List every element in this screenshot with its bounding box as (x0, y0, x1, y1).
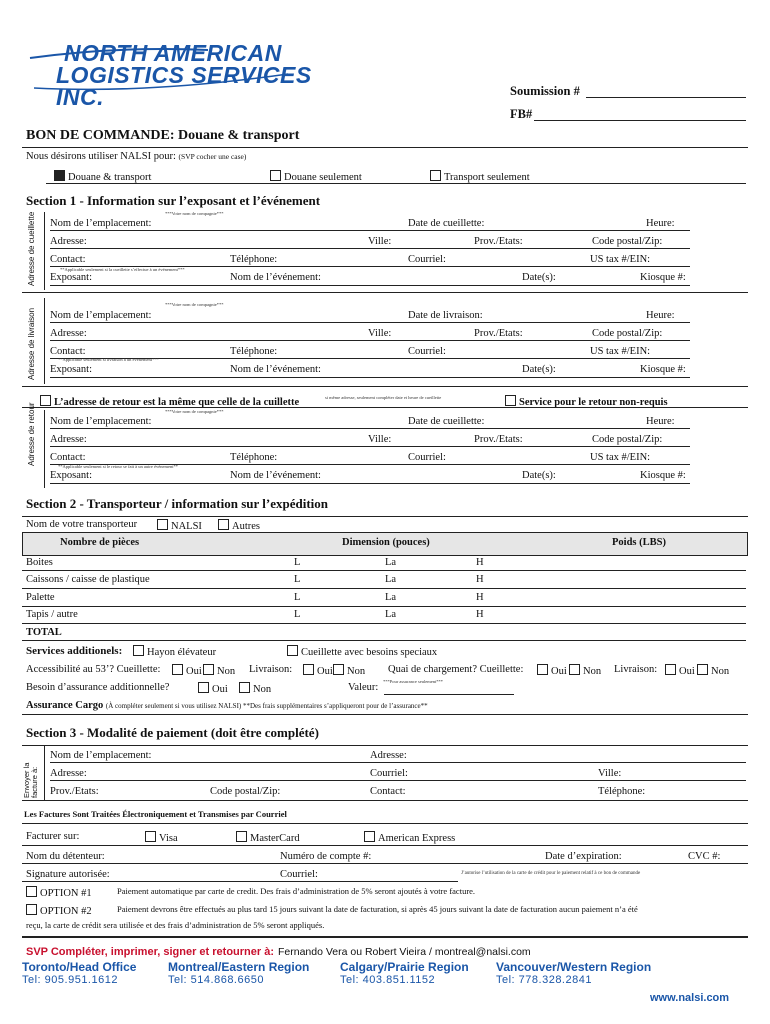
section3-title: Section 3 - Modalité de paiement (doit être complété) (26, 725, 319, 740)
insurance-cargo: Assurance Cargo (À compléter seulement si vous utilisez NALSI) **Des frais supplémentaires s’appliqueront pour de l’assurance** (26, 700, 428, 711)
checkbox-icon[interactable] (569, 664, 580, 675)
additional-services-label: Services additionels: (26, 645, 123, 657)
expiry-label: Date d’expiration: (545, 851, 622, 862)
time-label: Heure: (646, 310, 675, 321)
office-city: Montreal/Eastern Region (168, 960, 310, 974)
input-line[interactable] (22, 863, 748, 864)
bill-province-label: Prov./Etats: (50, 786, 99, 797)
carrier-label: Nom de votre transporteur (26, 519, 138, 530)
event-name-label: Nom de l’événement: (230, 272, 321, 283)
col-dimension: Dimension (pouces) (342, 537, 430, 548)
note-company: ***Votre nom de compagnie*** (165, 302, 224, 307)
office-city: Vancouver/Western Region (496, 960, 652, 974)
dim-h: H (476, 609, 484, 620)
dock-pickup-yes[interactable]: Oui (537, 664, 567, 677)
page-title: BON DE COMMANDE: Douane & transport (26, 128, 300, 143)
office-vancouver (496, 960, 651, 986)
dim-l: L (294, 574, 301, 585)
city-label: Ville: (368, 434, 392, 445)
input-line[interactable] (50, 340, 690, 341)
return-not-required-checkbox[interactable]: Service pour le retour non-requis (505, 395, 668, 408)
exhibitor-label: Exposant: (50, 364, 92, 375)
office-montreal (168, 960, 309, 986)
taxid-label: US tax #/EIN: (590, 346, 651, 357)
dim-la: La (385, 592, 397, 603)
insurance-small-note: ***Pour assurance seulement*** (383, 679, 443, 684)
dim-l: L (294, 592, 301, 603)
liftgate-checkbox[interactable]: Hayon élévateur (133, 645, 216, 658)
mastercard-checkbox[interactable]: MasterCard (236, 831, 300, 844)
phone-label: Téléphone: (230, 254, 278, 265)
event-name-label: Nom de l’événement: (230, 364, 321, 375)
divider (22, 845, 748, 846)
dim-h: H (476, 592, 484, 603)
checkbox-icon[interactable] (236, 831, 247, 842)
divider (22, 407, 748, 408)
col-pieces: Nombre de pièces (60, 537, 140, 548)
table-row-label: Caissons / caisse de plastique (26, 574, 150, 585)
bill-city-label: Ville: (598, 768, 622, 779)
email-label: Courriel: (408, 254, 446, 265)
bill-location-label: Nom de l’emplacement: (50, 750, 152, 761)
carrier-other-checkbox[interactable]: Autres (218, 519, 260, 532)
input-line[interactable] (50, 322, 690, 323)
option1-text: Paiement automatique par carte de credit. Des frais d’administration de 5% seront ajoutés à votre facture. (117, 886, 476, 896)
divider (22, 745, 748, 746)
logo-line1: NORTH AMERICAN (64, 40, 282, 66)
side-label-pickup: Adresse de cueillette (27, 211, 36, 286)
phone-label: Téléphone: (230, 346, 278, 357)
pickup-date-label: Date de cueillette: (408, 416, 485, 427)
footer-instructions: SVP Compléter, imprimer, signer et retourner à: Fernando Vera ou Robert Vieira / montreal@nalsi.com (26, 946, 531, 958)
option1-checkbox[interactable]: OPTION #1 (26, 886, 92, 899)
option2-checkbox[interactable]: OPTION #2 (26, 904, 92, 917)
office-city: Calgary/Prairie Region (340, 960, 469, 974)
dock-pickup-no[interactable]: Non (569, 664, 601, 677)
fb-field[interactable] (534, 120, 746, 121)
booth-label: Kiosque #: (640, 272, 686, 283)
dates-label: Date(s): (522, 470, 556, 481)
contact-label: Contact: (50, 346, 86, 357)
bill-email-label: Courriel: (370, 768, 408, 779)
input-line[interactable] (50, 230, 690, 231)
dim-la: La (385, 557, 397, 568)
booth-label: Kiosque #: (640, 470, 686, 481)
checkbox-icon[interactable] (537, 664, 548, 675)
col-weight: Poids (LBS) (612, 537, 666, 548)
insurance-no[interactable]: Non (239, 682, 271, 695)
taxid-label: US tax #/EIN: (590, 254, 651, 265)
logo-line2: LOGISTICS SERVICES INC. (56, 62, 312, 110)
office-calgary (340, 960, 469, 986)
divider (44, 745, 45, 800)
office-phone[interactable]: Tel: 403.851.1152 (340, 974, 436, 986)
pickup-date-label: Date de cueillette: (408, 218, 485, 229)
website-link[interactable]: www.nalsi.com (650, 992, 730, 1004)
province-label: Prov./Etats: (474, 236, 523, 247)
amex-checkbox[interactable]: American Express (364, 831, 455, 844)
exhibitor-label: Exposant: (50, 272, 92, 283)
postal-label: Code postal/Zip: (592, 236, 663, 247)
cvc-label: CVC #: (688, 851, 721, 862)
dim-h: H (476, 574, 484, 585)
option2-text-2: reçu, la carte de crédit sera utilisée et des frais d’administration de 5% seront appliqués. (26, 920, 325, 930)
table-row[interactable] (22, 606, 746, 607)
divider (44, 298, 45, 384)
delivery-date-label: Date de livraison: (408, 310, 483, 321)
checkbox-icon[interactable] (430, 170, 441, 181)
divider (22, 147, 748, 148)
booth-label: Kiosque #: (640, 364, 686, 375)
checkbox-icon[interactable] (239, 682, 250, 693)
sig-email-label: Courriel: (280, 869, 318, 880)
access-delivery-no[interactable]: Non (333, 664, 365, 677)
location-label: Nom de l’emplacement: (50, 218, 152, 229)
input-line[interactable] (22, 881, 458, 882)
checkbox-icon[interactable] (218, 519, 229, 530)
table-row[interactable] (22, 623, 746, 624)
city-label: Ville: (368, 236, 392, 247)
input-line[interactable] (50, 377, 690, 378)
postal-label: Code postal/Zip: (592, 328, 663, 339)
section1-title: Section 1 - Information sur l’exposant et l’événement (26, 193, 321, 208)
insurance-yes[interactable]: Oui (198, 682, 228, 695)
access-pickup-yes[interactable]: Oui (172, 664, 202, 677)
table-row[interactable] (22, 588, 746, 589)
taxid-label: US tax #/EIN: (590, 452, 651, 463)
visa-checkbox[interactable]: Visa (145, 831, 178, 844)
checkbox-icon[interactable] (26, 886, 37, 897)
table-row-label: Palette (26, 592, 55, 603)
divider (22, 386, 748, 387)
special-pickup-checkbox[interactable]: Cueillette avec besoins speciaux (287, 645, 437, 658)
checkbox-icon[interactable] (505, 395, 516, 406)
option-transport-only[interactable]: Transport seulement (430, 170, 530, 183)
postal-label: Code postal/Zip: (592, 434, 663, 445)
option2-text: Paiement devrons être effectués au plus tard 15 jours suivant la date de facturation, si après 45 jours suivant la date de facturation aucun paiement n’a été (117, 904, 638, 914)
input-line[interactable] (50, 248, 690, 249)
input-line[interactable] (50, 780, 746, 781)
divider (44, 410, 45, 488)
divider (22, 823, 748, 824)
city-label: Ville: (368, 328, 392, 339)
address-label: Adresse: (50, 328, 87, 339)
phone-label: Téléphone: (230, 452, 278, 463)
checkbox-icon[interactable] (157, 519, 168, 530)
signature-label: Signature autorisée: (26, 869, 110, 880)
submission-label: Soumission # (510, 84, 580, 98)
access-delivery-yes[interactable]: Oui (303, 664, 333, 677)
account-label: Numéro de compte #: (280, 851, 372, 862)
section2-title: Section 2 - Transporteur / information sur l’expédition (26, 496, 329, 511)
dim-l: L (294, 609, 301, 620)
insurance-need-label: Besoin d’assurance additionnelle? (26, 682, 170, 693)
holder-label: Nom du détenteur: (26, 851, 105, 862)
side-label-delivery: Adresse de livraison (27, 307, 36, 380)
checkbox-icon[interactable] (665, 664, 676, 675)
carrier-nalsi-checkbox[interactable]: NALSI (157, 519, 202, 532)
input-line[interactable] (50, 483, 690, 484)
input-line[interactable] (50, 285, 690, 286)
side-label-invoice: Envoyer la facture à: (22, 762, 39, 798)
return-same-note: si même adresse, seulement compléter date et heure de cueillette (325, 395, 442, 400)
accessibility-label: Accessibilité au 53’? Cueillette: (26, 664, 161, 675)
divider (22, 516, 748, 517)
note-event: **Applicable seulement si la cueillette s’effectue à un événement*** (60, 267, 185, 272)
submission-field[interactable] (586, 97, 746, 98)
company-logo (28, 40, 318, 110)
checkbox-icon[interactable] (26, 904, 37, 915)
bill-postal-label: Code postal/Zip: (210, 786, 281, 797)
bill-contact-label: Contact: (370, 786, 406, 797)
divider (22, 714, 748, 715)
office-city: Toronto/Head Office (22, 960, 137, 974)
dock-delivery-no[interactable]: Non (697, 664, 729, 677)
location-label: Nom de l’emplacement: (50, 310, 152, 321)
dock-delivery-yes[interactable]: Oui (665, 664, 695, 677)
checkbox-icon[interactable] (145, 831, 156, 842)
checkbox-icon[interactable] (133, 645, 144, 656)
dates-label: Date(s): (522, 272, 556, 283)
note-company: ***Votre nom de compagnie*** (165, 409, 224, 414)
bill-address2-label: Adresse: (50, 768, 87, 779)
checkbox-icon[interactable] (40, 395, 51, 406)
input-line[interactable] (50, 762, 746, 763)
note-company: ***Votre nom de compagnie*** (165, 211, 224, 216)
checkbox-icon[interactable] (54, 170, 65, 181)
input-line[interactable] (50, 446, 690, 447)
checkbox-icon[interactable] (303, 664, 314, 675)
intro-text: Nous désirons utiliser NALSI pour: (SVP cocher une case) (26, 151, 247, 162)
divider (22, 640, 746, 641)
value-label: Valeur: (348, 682, 379, 693)
checkbox-icon[interactable] (287, 645, 298, 656)
checkbox-icon[interactable] (364, 831, 375, 842)
office-toronto (22, 960, 136, 986)
divider (46, 183, 746, 184)
dim-h: H (476, 557, 484, 568)
email-label: Courriel: (408, 346, 446, 357)
option-customs-transport[interactable]: Douane & transport (54, 170, 151, 183)
checkbox-icon[interactable] (270, 170, 281, 181)
note-event: **Applicable seulement si le retour se fait à un autre événement** (58, 464, 178, 469)
exhibitor-label: Exposant: (50, 470, 92, 481)
total-label: TOTAL (26, 627, 62, 638)
dock-label: Quai de chargement? Cueillette: (388, 664, 524, 675)
checkbox-icon[interactable] (172, 664, 183, 675)
table-row[interactable] (22, 570, 746, 571)
side-label-return: Adresse de retour (27, 402, 36, 466)
bill-phone-label: Téléphone: (598, 786, 646, 797)
office-phone[interactable]: Tel: 905.951.1612 (22, 974, 118, 986)
divider (22, 800, 748, 801)
access-delivery-label: Livraison: (249, 664, 293, 675)
table-row-label: Boites (26, 557, 53, 568)
checkbox-icon[interactable] (333, 664, 344, 675)
contact-label: Contact: (50, 452, 86, 463)
email-label: Courriel: (408, 452, 446, 463)
input-line[interactable] (50, 428, 690, 429)
checkbox-icon[interactable] (203, 664, 214, 675)
province-label: Prov./Etats: (474, 328, 523, 339)
location-label: Nom de l’emplacement: (50, 416, 152, 427)
checkbox-icon[interactable] (697, 664, 708, 675)
event-name-label: Nom de l’événement: (230, 470, 321, 481)
dock-delivery-label: Livraison: (614, 664, 658, 675)
authorize-note: J’autorise l’utilisation de la carte de crédit pour le paiement relatif à ce bon de commande (461, 871, 641, 876)
bill-address-label: Adresse: (370, 750, 407, 761)
return-same-checkbox[interactable]: L’adresse de retour est la même que celle de la cuillette (40, 395, 299, 408)
table-row-label: Tapis / autre (26, 609, 78, 620)
value-field[interactable] (384, 694, 514, 695)
option-customs-only[interactable]: Douane seulement (270, 170, 362, 183)
office-phone[interactable]: Tel: 778.328.2841 (496, 974, 592, 986)
bill-to-label: Facturer sur: (26, 831, 80, 842)
fb-label: FB# (510, 107, 533, 121)
access-pickup-no[interactable]: Non (203, 664, 235, 677)
address-label: Adresse: (50, 434, 87, 445)
time-label: Heure: (646, 218, 675, 229)
time-label: Heure: (646, 416, 675, 427)
contact-label: Contact: (50, 254, 86, 265)
electronic-note: Les Factures Sont Traitées Électroniquement et Transmises par Courriel (24, 809, 287, 819)
divider (22, 936, 748, 938)
divider (22, 292, 748, 293)
dates-label: Date(s): (522, 364, 556, 375)
dim-la: La (385, 609, 397, 620)
office-phone[interactable]: Tel: 514.868.6650 (168, 974, 264, 986)
dim-la: La (385, 574, 397, 585)
province-label: Prov./Etats: (474, 434, 523, 445)
divider (44, 212, 45, 290)
address-label: Adresse: (50, 236, 87, 247)
checkbox-icon[interactable] (198, 682, 209, 693)
dim-l: L (294, 557, 301, 568)
note-event: **Applicable seulement si livraison à un événement*** (58, 357, 159, 362)
